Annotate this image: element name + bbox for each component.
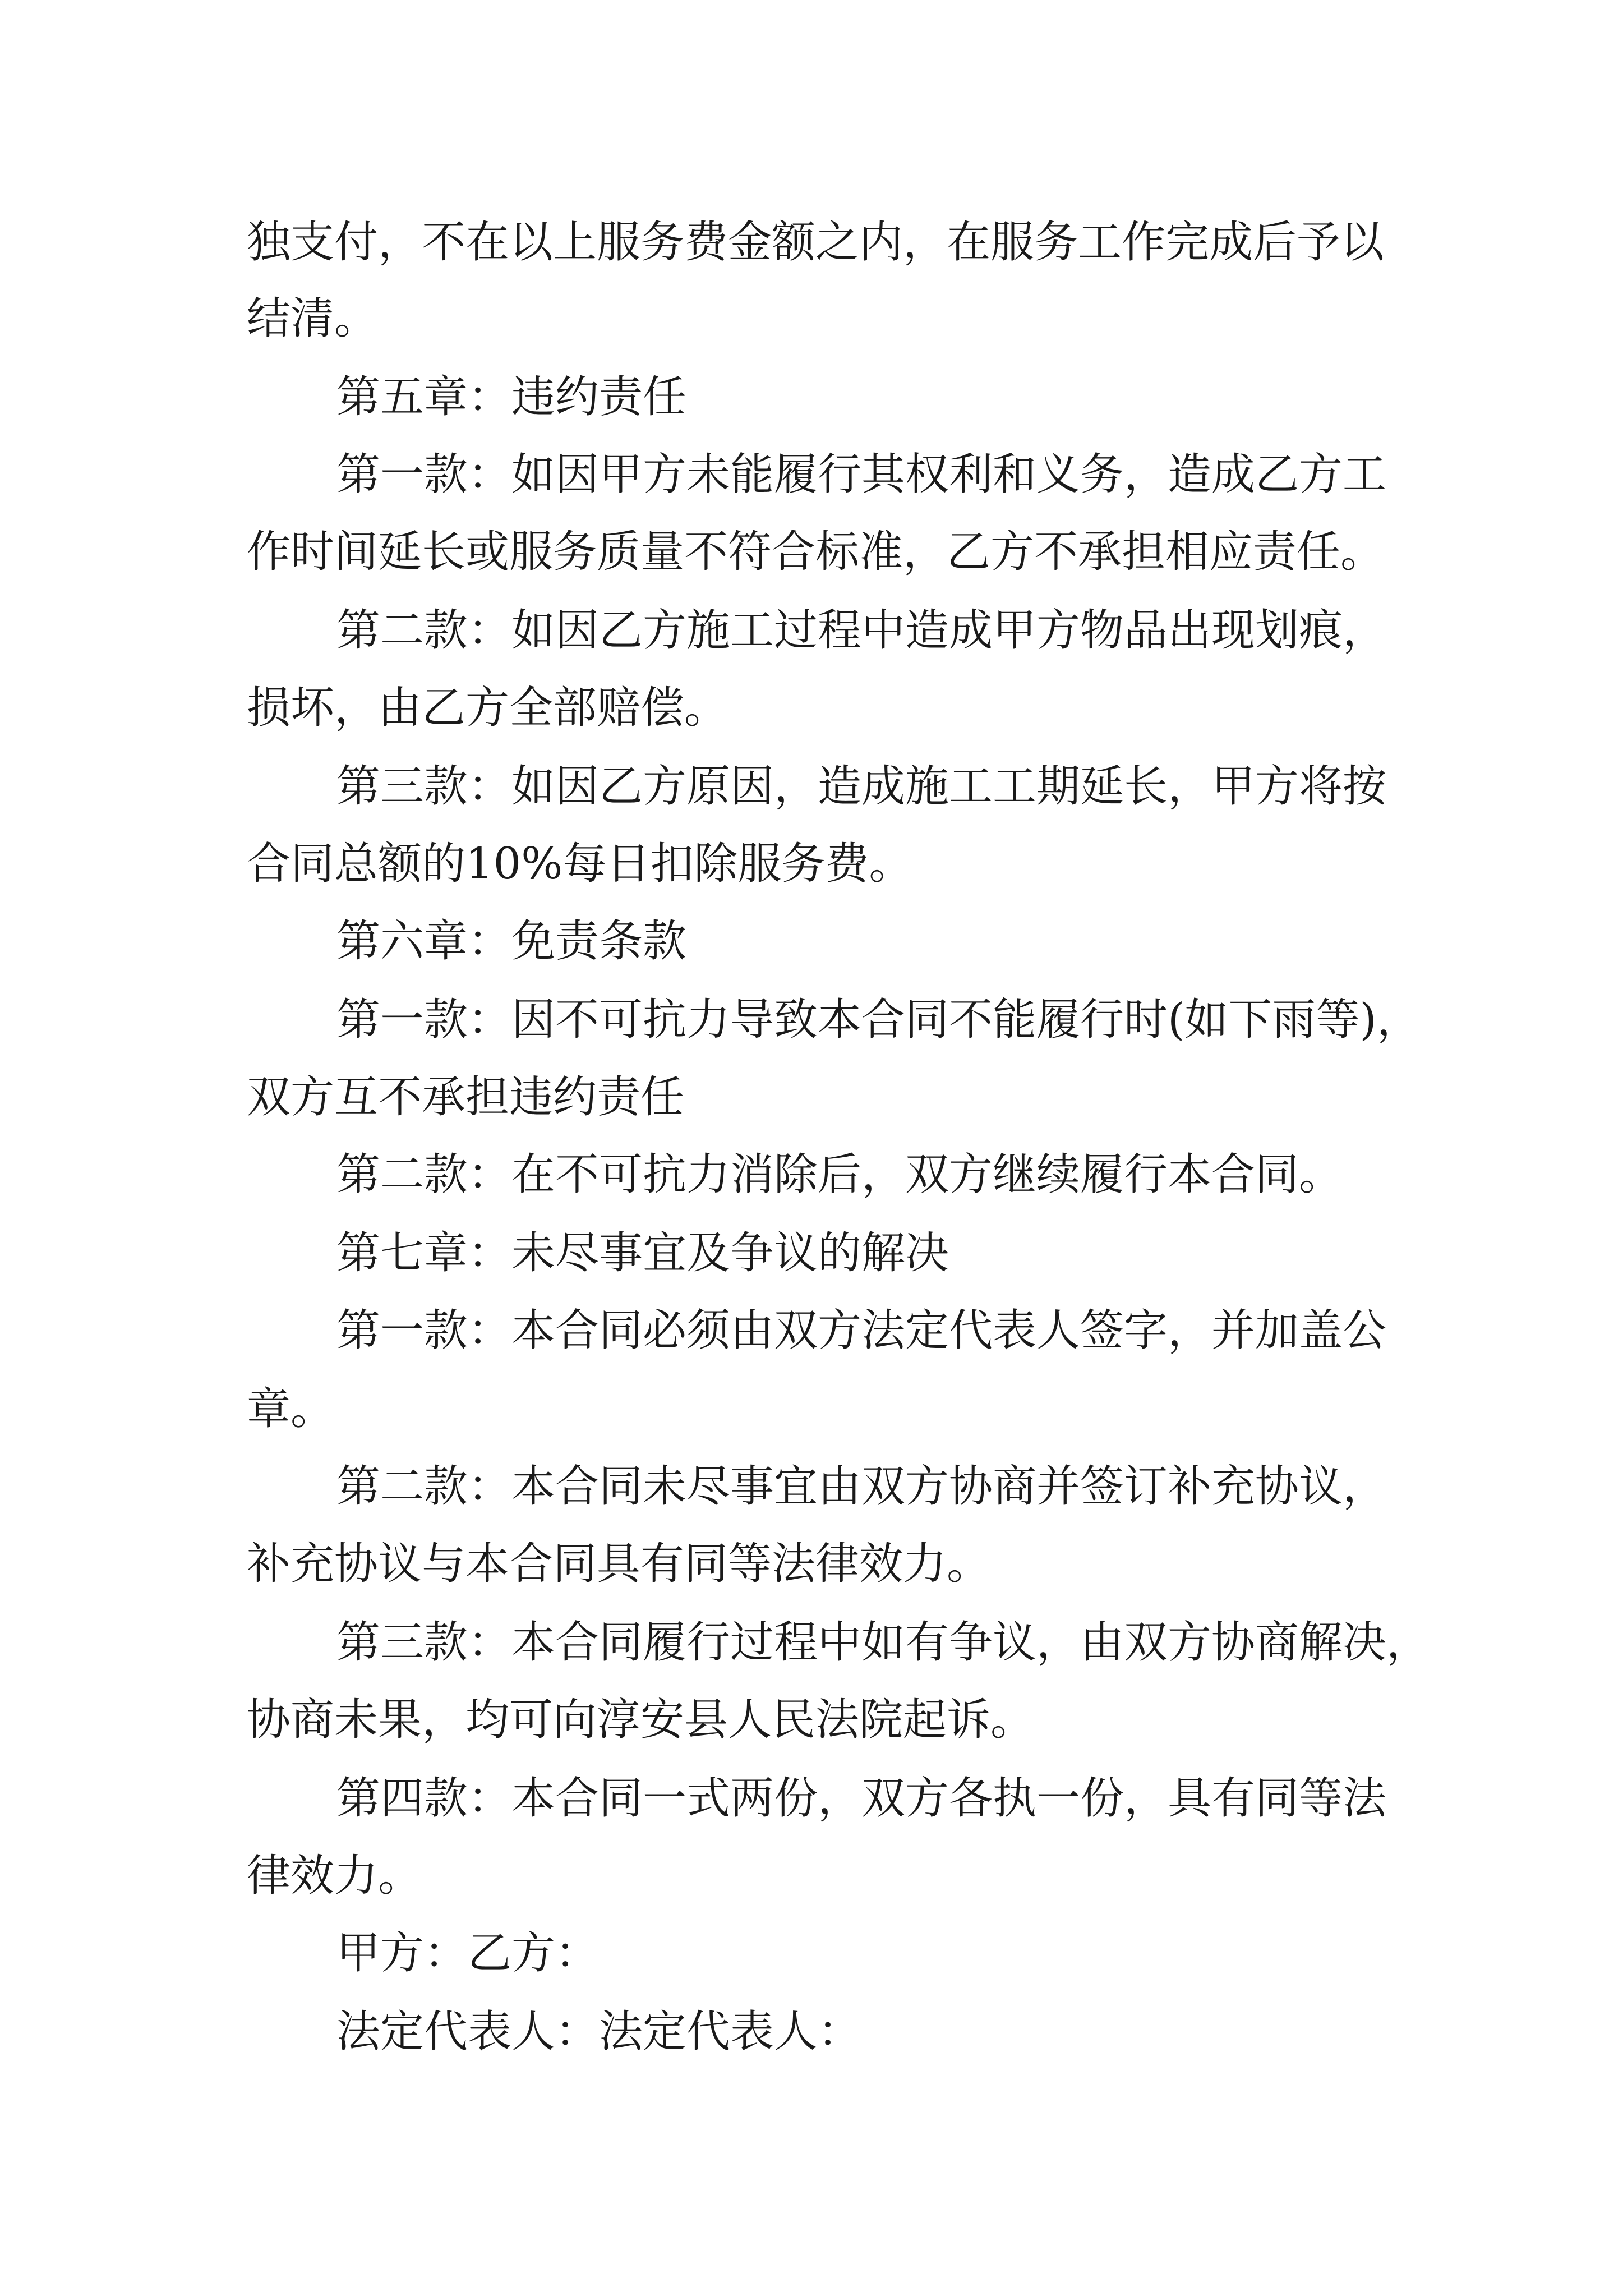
text-line: 第四款：本合同一式两份，双方各执一份，具有同等法 bbox=[336, 1773, 1387, 1824]
text-line: 第二款：在不可抗力消除后，双方继续履行本合同。 bbox=[336, 1149, 1343, 1200]
text-line: 第一款：因不可抗力导致本合同不能履行时(如下雨等)， bbox=[336, 995, 1421, 1045]
text-line: 协商未果，均可向淳安县人民法院起诉。 bbox=[247, 1695, 1035, 1745]
chapter-heading: 第五章：违约责任 bbox=[336, 372, 687, 422]
text-line: 律效力。 bbox=[247, 1851, 422, 1901]
text-line: 第二款：本合同未尽事宜由双方协商并签订补充协议， bbox=[336, 1461, 1387, 1512]
text-line: 作时间延长或服务质量不符合标准，乙方不承担相应责任。 bbox=[247, 527, 1385, 577]
text-line: 独支付，不在以上服务费金额之内，在服务工作完成后予以 bbox=[247, 217, 1385, 268]
chapter-heading: 第六章：免责条款 bbox=[336, 916, 687, 967]
text-line: 合同总额的10%每日扣除服务费。 bbox=[247, 839, 913, 889]
text-line: 章。 bbox=[247, 1384, 335, 1434]
text-line: 第一款：如因甲方未能履行其权利和义务，造成乙方工 bbox=[336, 449, 1387, 500]
text-line: 第三款：本合同履行过程中如有争议，由双方协商解决， bbox=[336, 1617, 1431, 1668]
text-line: 补充协议与本合同具有同等法律效力。 bbox=[247, 1539, 991, 1589]
text-line: 结清。 bbox=[247, 293, 379, 344]
text-line: 第一款：本合同必须由双方法定代表人签字，并加盖公 bbox=[336, 1305, 1387, 1356]
chapter-heading: 第七章：未尽事宜及争议的解决 bbox=[336, 1228, 949, 1278]
signature-representatives: 法定代表人：法定代表人： bbox=[336, 2007, 862, 2057]
text-line: 第二款：如因乙方施工过程中造成甲方物品出现划痕， bbox=[336, 605, 1387, 656]
text-line: 第三款：如因乙方原因，造成施工工期延长，甲方将按 bbox=[336, 761, 1387, 812]
signature-parties: 甲方：乙方： bbox=[336, 1928, 600, 1978]
text-line: 损坏，由乙方全部赔偿。 bbox=[247, 683, 728, 733]
text-line: 双方互不承担违约责任 bbox=[247, 1072, 685, 1122]
